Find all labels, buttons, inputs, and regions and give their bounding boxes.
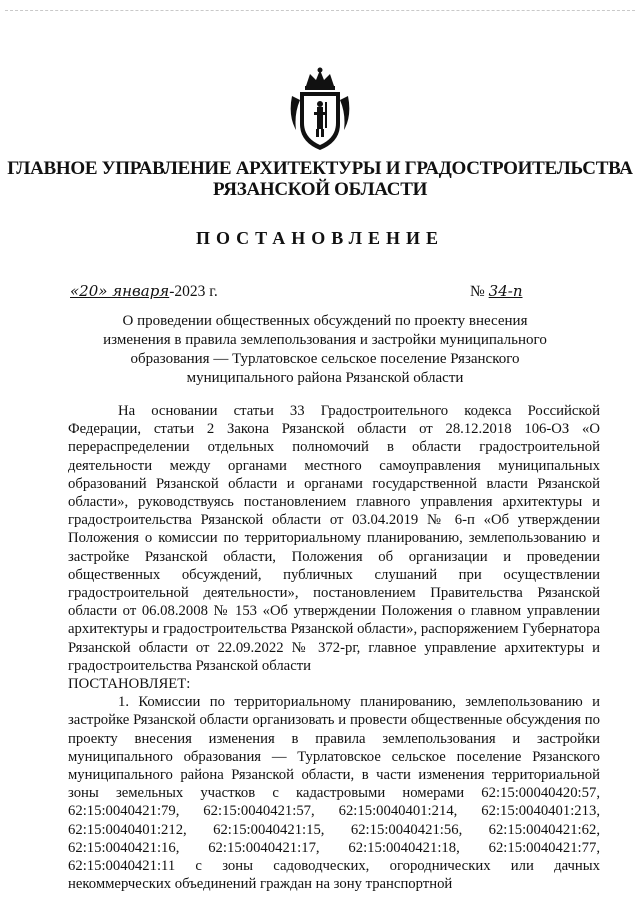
scan-artifact-line	[5, 10, 635, 11]
document-number	[470, 282, 523, 301]
coat-of-arms-icon	[286, 66, 354, 154]
handwritten-date: «20» января	[70, 282, 170, 300]
document-body	[68, 402, 600, 893]
document-date: «20» января-2023 г.	[70, 282, 218, 300]
number-label: №	[470, 283, 485, 300]
resolves-heading: ПОСТАНОВЛЯЕТ:	[68, 676, 191, 693]
handwritten-number: 34-п	[488, 282, 523, 300]
organization-name-line1: ГЛАВНОЕ УПРАВЛЕНИЕ АРХИТЕКТУРЫ И ГРАДОСТРОИТЕЛЬСТВА	[7, 158, 633, 179]
organization-name-line2: РЯЗАНСКОЙ ОБЛАСТИ	[212, 179, 428, 200]
printed-year: 2023 г.	[174, 283, 218, 300]
document-type-title: ПОСТАНОВЛЕНИЕ	[195, 228, 445, 248]
item-1-paragraph: 1. Комиссии по территориальному планированию, землепользованию и застройке Рязанской области организовать и провести общественные обсуждения по проекту внесения изменения в правила землепользования и застройки муниципального образования — Турлатовское сельское поселение Рязанского муниципального района Рязанской области, в части изменения территориальной зоны земельных участков с кадастровыми номерами 62:15:00040420:57, 62:15:0040421:79, 62:15:0040421:57, 62:15:0040401:214, 62:15:0040401:213, 62:15:0040401:212, 62:15:0040421:15, 62:15:0040421:56, 62:15:0040421:62, 62:15:0040421:16, 62:15:0040421:17, 62:15:0040421:18, 62:15:0040421:77, 62:15:0040421:11 с зоны садоводческих, огороднических или дачных некоммерческих объединений граждан на зону транспортной	[68, 694, 600, 893]
document-subject: О проведении общественных обсуждений по проекту внесения изменения в правила землепользования и застройки муниципального образования — Турлатовское сельское поселение Рязанского муниципального района Рязанской области	[103, 313, 547, 386]
preamble-paragraph: На основании статьи 33 Градостроительного кодекса Российской Федерации, статьи 2 Закона Рязанской области от 28.12.2018 106-ОЗ «О перераспределении отдельных полномочий в области градостроительной деятельности между органами местного самоуправления муниципальных образований Рязанской области и органами государственной власти Рязанской области», руководствуясь постановлением главного управления архитектуры и градостроительства Рязанской области от 03.04.2019 № 6-п «Об утверждении Положения о комиссии по территориальному планированию, землепользованию и застройке Рязанской области, Положения об организации и проведении общественных обсуждений, публичных слушаний при осуществлении градостроительной деятельности», постановлением Правительства Рязанской области от 06.08.2008 № 153 «Об утверждении Положения о главном управлении архитектуры и градостроительства Рязанской области», распоряжением Губернатора Рязанской области от 22.09.2022 № 372-рг, главное управление архитектуры и градостроительства Рязанской области	[68, 403, 600, 674]
